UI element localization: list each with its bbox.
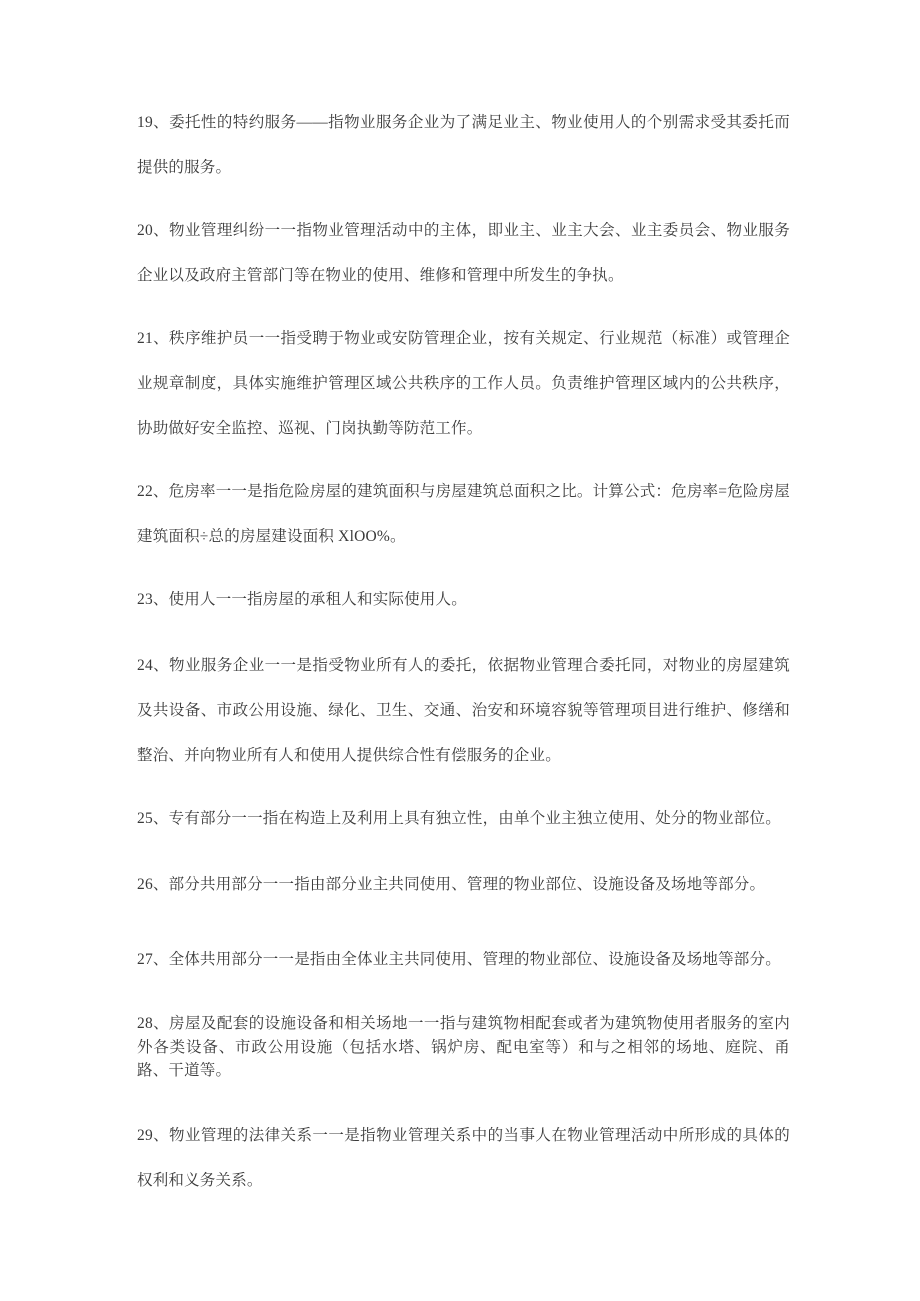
glossary-entry-20: 20、物业管理纠纷一一指物业管理活动中的主体，即业主、业主大会、业主委员会、物业服务企业以及政府主管部门等在物业的使用、维修和管理中所发生的争执。 [137, 222, 790, 284]
glossary-entry-21: 21、秩序维护员一一指受聘于物业或安防管理企业，按有关规定、行业规范（标准）或管理企业规章制度，具体实施维护管理区域公共秩序的工作人员。负责维护管理区域内的公共秩序，协助做好安全监控、巡视、门岗执勤等防范工作。 [137, 330, 790, 437]
glossary-entry-25: 25、专有部分一一指在构造上及利用上具有独立性，由单个业主独立使用、处分的物业部位。 [137, 810, 781, 827]
document-body [137, 100, 790, 1221]
glossary-entry-26: 26、部分共用部分一一指由部分业主共同使用、管理的物业部位、设施设备及场地等部分。 [137, 876, 766, 893]
glossary-entry-23: 23、使用人一一指房屋的承租人和实际使用人。 [137, 591, 467, 608]
glossary-entry-19: 19、委托性的特约服务——指物业服务企业为了满足业主、物业使用人的个别需求受其委托而提供的服务。 [137, 114, 790, 176]
glossary-entry-27: 27、全体共用部分一一是指由全体业主共同使用、管理的物业部位、设施设备及场地等部分。 [137, 951, 781, 968]
glossary-entry-24: 24、物业服务企业一一是指受物业所有人的委托，依据物业管理合委托同，对物业的房屋建筑及共设备、市政公用设施、绿化、卫生、交通、治安和环境容貌等管理项目进行维护、修缮和整治、并向物业所有人和使用人提供综合性有偿服务的企业。 [137, 657, 790, 764]
glossary-entry-22: 22、危房率一一是指危险房屋的建筑面积与房屋建筑总面积之比。计算公式：危房率=危险房屋建筑面积÷总的房屋建设面积 XlOO%。 [137, 483, 790, 545]
glossary-entry-28: 28、房屋及配套的设施设备和相关场地一一指与建筑物相配套或者为建筑物使用者服务的室内外各类设备、市政公用设施（包括水塔、锅炉房、配电室等）和与之相邻的场地、庭院、甬路、干道等。 [137, 1015, 790, 1079]
glossary-entry-29: 29、物业管理的法律关系一一是指物业管理关系中的当事人在物业管理活动中所形成的具体的权利和义务关系。 [137, 1126, 790, 1189]
